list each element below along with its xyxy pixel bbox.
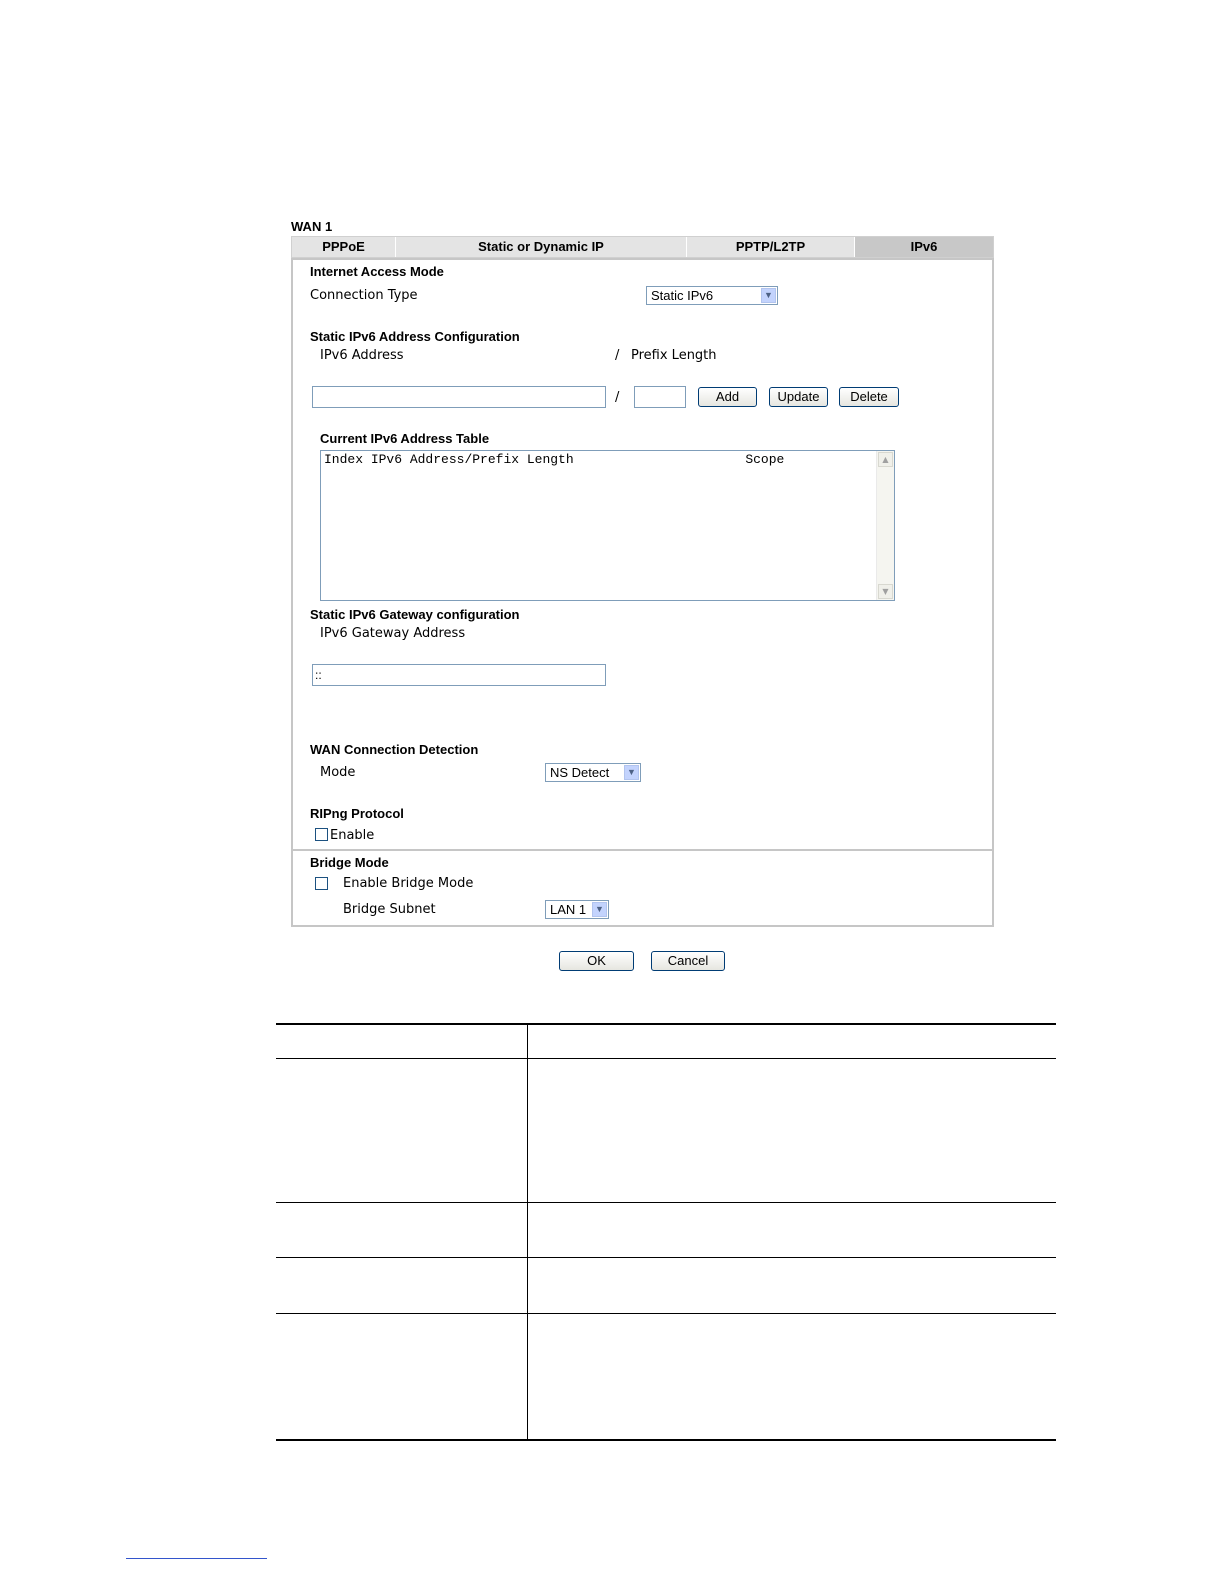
ipv6-address-label: IPv6 Address [320,348,404,363]
tab-pptp-l2tp[interactable]: PPTP/L2TP [687,237,855,257]
column-ipv6-address-prefix: IPv6 Address/Prefix Length [370,452,574,467]
slash-separator: / [615,348,620,363]
prefix-length-input[interactable] [634,386,686,408]
scroll-down-icon[interactable]: ▼ [878,584,893,599]
table-scrollbar[interactable] [876,451,894,600]
add-button[interactable]: Add [698,387,757,407]
mode-label: Mode [320,765,356,780]
delete-button[interactable]: Delete [839,387,899,407]
doc-table-top-rule [276,1023,1056,1025]
doc-table-header-rule [276,1058,1056,1059]
bridge-enable-label: Enable Bridge Mode [343,876,474,891]
footer-rule [126,1558,267,1559]
bridge-heading: Bridge Mode [310,855,389,870]
column-index: Index [324,452,364,467]
internet-access-heading: Internet Access Mode [310,264,444,279]
gateway-heading: Static IPv6 Gateway configuration [310,607,520,622]
tab-ipv6[interactable]: IPv6 [855,237,993,257]
mode-select[interactable] [545,763,641,782]
address-table-header [324,452,784,467]
gateway-address-label: IPv6 Gateway Address [320,626,466,641]
cancel-button[interactable]: Cancel [651,951,725,971]
bridge-subnet-select[interactable] [545,900,609,919]
bridge-enable-checkbox[interactable] [315,877,328,890]
static-config-heading: Static IPv6 Address Configuration [310,329,520,344]
ipv6-address-table[interactable] [320,450,895,601]
tab-pppoe[interactable]: PPPoE [292,237,396,257]
scroll-up-icon[interactable]: ▲ [878,452,893,467]
chevron-down-icon: ▼ [624,765,639,780]
doc-table-row-rule [276,1313,1056,1314]
ok-button[interactable]: OK [559,951,634,971]
wan-title: WAN 1 [291,219,333,234]
gateway-address-input[interactable] [312,664,606,686]
doc-table-row-rule [276,1202,1056,1203]
column-scope: Scope [745,452,785,467]
connection-type-label: Connection Type [310,288,418,303]
ipv6-address-input[interactable] [312,386,606,408]
doc-table-column-divider [527,1023,528,1441]
chevron-down-icon: ▼ [592,902,607,917]
bridge-subnet-value: LAN 1 [550,902,587,917]
address-table-heading: Current IPv6 Address Table [320,431,490,446]
prefix-length-label: Prefix Length [631,348,717,363]
detection-heading: WAN Connection Detection [310,742,479,757]
bridge-subnet-label: Bridge Subnet [343,902,436,917]
doc-table-row-rule [276,1257,1056,1258]
tab-bar [291,236,994,258]
chevron-down-icon: ▼ [761,288,776,303]
doc-table-bottom-rule [276,1439,1056,1441]
update-button[interactable]: Update [769,387,828,407]
connection-type-select[interactable] [646,286,778,305]
connection-type-value: Static IPv6 [651,288,714,303]
ripng-enable-checkbox[interactable] [315,828,328,841]
bridge-divider [291,849,994,851]
ripng-enable-label: Enable [330,828,375,843]
ripng-heading: RIPng Protocol [310,806,404,821]
input-slash-separator: / [615,390,620,405]
mode-value: NS Detect [550,765,610,780]
tab-static-dynamic-ip[interactable]: Static or Dynamic IP [396,237,687,257]
